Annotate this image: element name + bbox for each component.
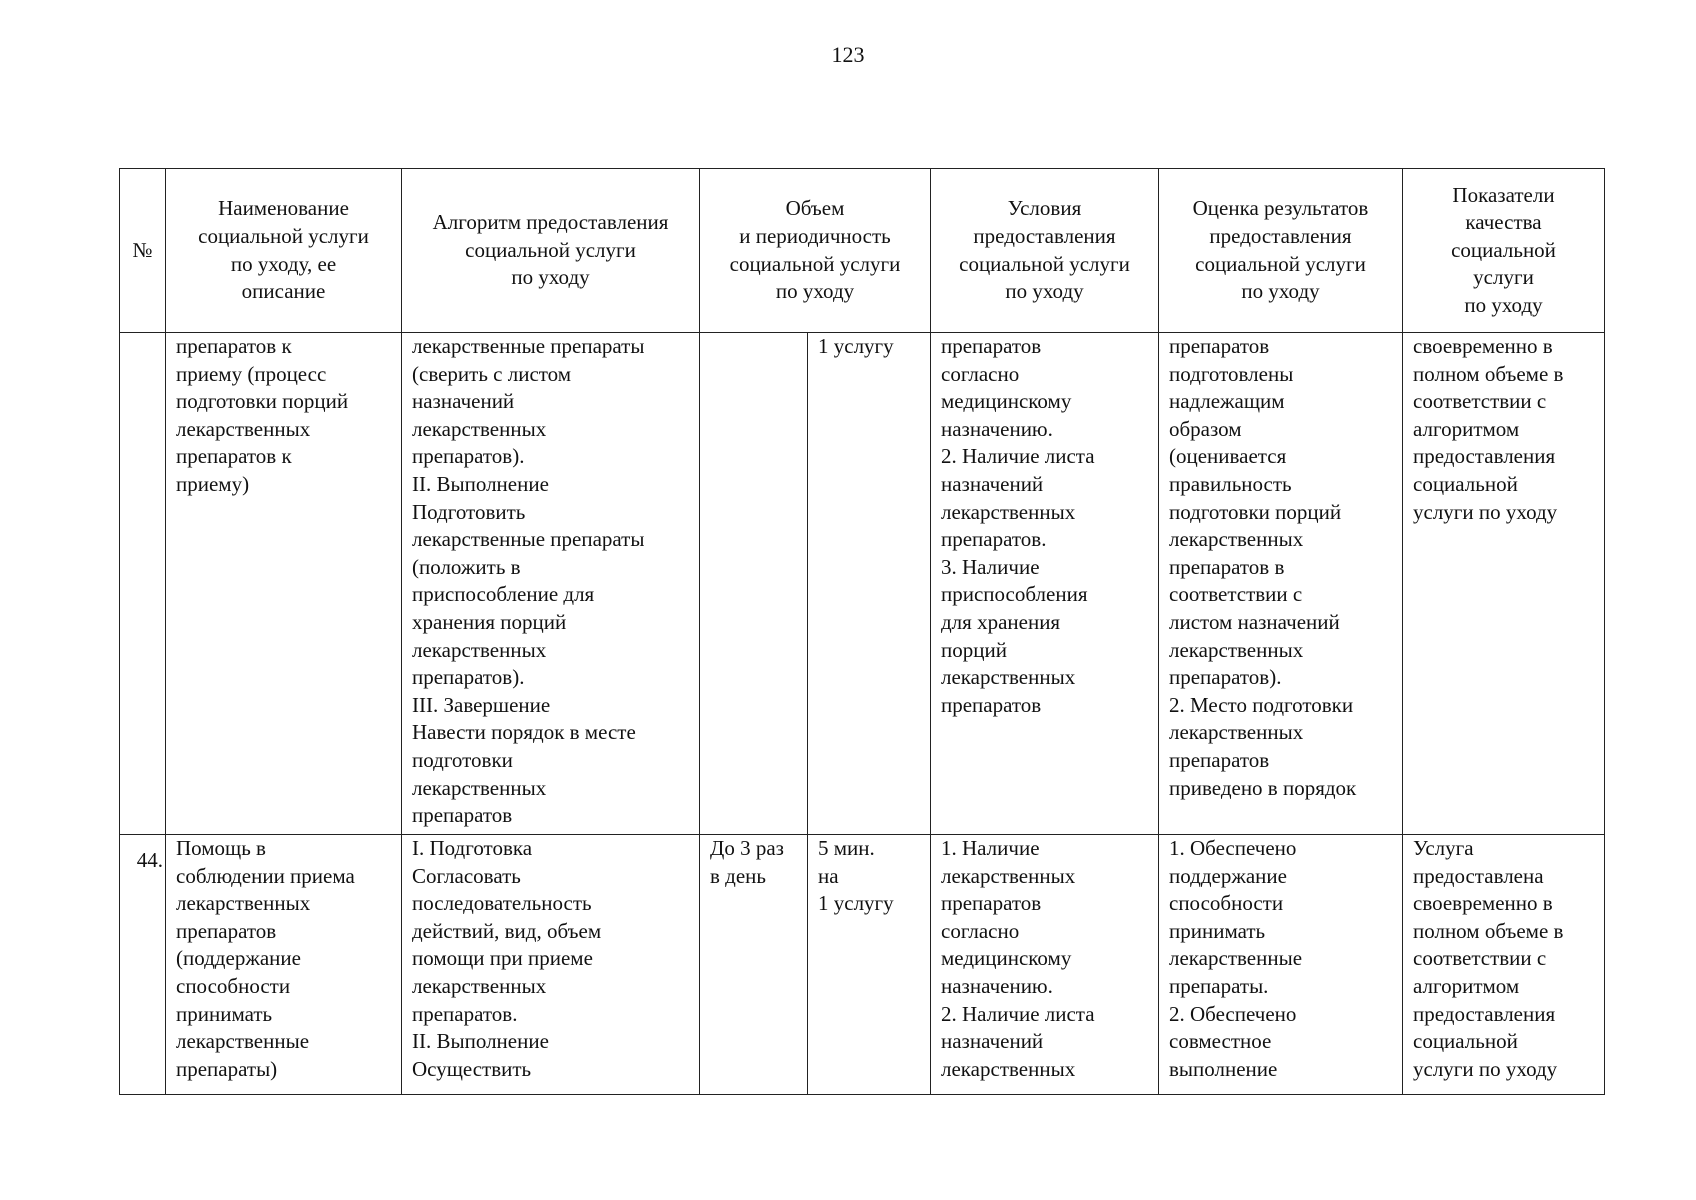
cell-conditions: препаратов согласно медицинскому назначению. 2. Наличие листа назначений лекарственных препаратов. 3. Наличие приспособления для хранения порций лекарственных препаратов [931, 333, 1159, 835]
page-number: 123 [831, 42, 865, 67]
cell-service-name: препаратов к приему (процесс подготовки порций лекарственных препаратов к приему) [166, 333, 402, 835]
cell-algorithm: I. Подготовка Согласовать последовательность действий, вид, объем помощи при приеме лекарственных препаратов. II. Выполнение Осуществить [402, 835, 700, 1095]
header-volume-periodicity: Объем и периодичность социальной услуги по уходу [700, 169, 931, 333]
services-table [119, 168, 1605, 1095]
cell-conditions: 1. Наличие лекарственных препаратов согласно медицинскому назначению. 2. Наличие листа назначений лекарственных [931, 835, 1159, 1095]
cell-service-name: Помощь в соблюдении приема лекарственных препаратов (поддержание способности принимать лекарственные препараты) [166, 835, 402, 1095]
cell-duration: 5 мин. на 1 услугу [808, 835, 931, 1095]
cell-num [120, 333, 166, 835]
table-row [120, 835, 1605, 1095]
cell-frequency: До 3 раз в день [700, 835, 808, 1095]
cell-algorithm: лекарственные препараты (сверить с листом назначений лекарственных препаратов). II. Выполнение Подготовить лекарственные препараты (положить в приспособление для хранения порций лекарственных препаратов). III. Завершение Навести порядок в месте подготовки лекарственных препаратов [402, 333, 700, 835]
header-service-name: Наименование социальной услуги по уходу, ее описание [166, 169, 402, 333]
header-quality: Показатели качества социальной услуги по уходу [1403, 169, 1605, 333]
header-num: № [120, 169, 166, 333]
cell-evaluation: 1. Обеспечено поддержание способности принимать лекарственные препараты. 2. Обеспечено совместное выполнение [1159, 835, 1403, 1095]
table-header-row [120, 169, 1605, 333]
table-row [120, 333, 1605, 835]
cell-quality: своевременно в полном объеме в соответствии с алгоритмом предоставления социальной услуги по уходу [1403, 333, 1605, 835]
cell-evaluation: препаратов подготовлены надлежащим образом (оценивается правильность подготовки порций лекарственных препаратов в соответствии с листом назначений лекарственных препаратов). 2. Место подготовки лекарственных препаратов приведено в порядок [1159, 333, 1403, 835]
cell-frequency [700, 333, 808, 835]
header-algorithm: Алгоритм предоставления социальной услуги по уходу [402, 169, 700, 333]
cell-num: 44. [120, 835, 166, 1095]
cell-quality: Услуга предоставлена своевременно в полном объеме в соответствии с алгоритмом предоставления социальной услуги по уходу [1403, 835, 1605, 1095]
cell-duration: 1 услугу [808, 333, 931, 835]
header-conditions: Условия предоставления социальной услуги по уходу [931, 169, 1159, 333]
header-evaluation: Оценка результатов предоставления социальной услуги по уходу [1159, 169, 1403, 333]
